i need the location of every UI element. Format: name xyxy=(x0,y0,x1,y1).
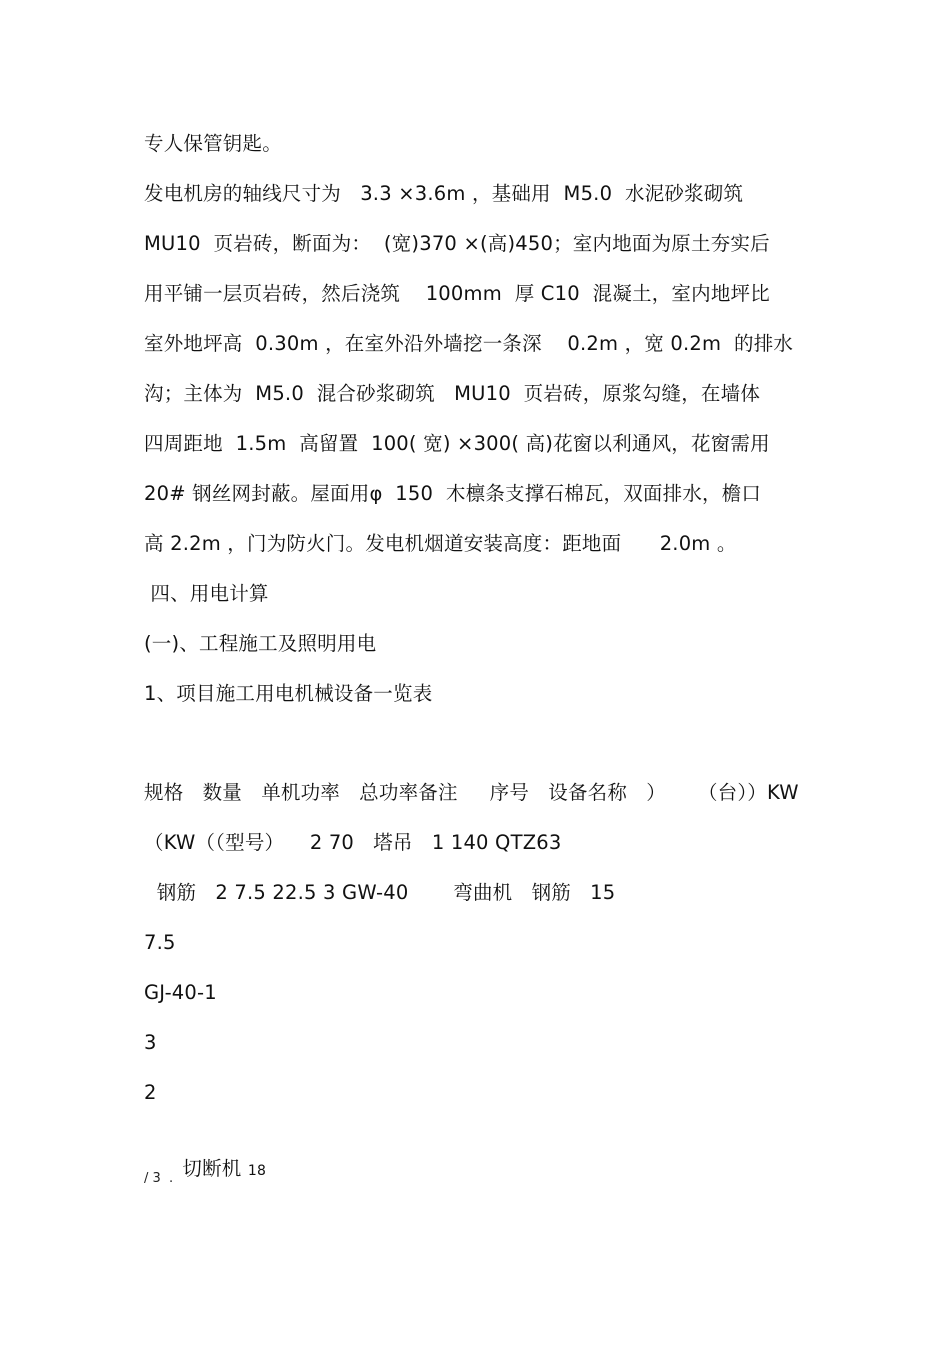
text-line-6: 沟；主体为 M5.0 混合砂浆砌筑 MU10 页岩砖，原浆勾缝，在墙体 xyxy=(144,382,761,405)
text-line-5: 室外地坪高 0.30m ，在室外沿外墙挖一条深 0.2m ，宽 0.2m 的排水 xyxy=(144,332,794,355)
text-line-3: MU10 页岩砖，断面为： (宽)370 ×(高)450；室内地面为原土夯实后 xyxy=(144,232,770,255)
table-text-line-7: 2 xyxy=(144,1081,157,1104)
table-text-line-4: 7.5 xyxy=(144,931,176,954)
table-text-line-6: 3 xyxy=(144,1031,157,1054)
text-line-2: 发电机房的轴线尺寸为 3.3 ×3.6m ，基础用 M5.0 水泥砂浆砌筑 xyxy=(144,182,744,205)
table-text-line-3: 钢筋 2 7.5 22.5 3 GW-40 弯曲机 钢筋 15 xyxy=(144,881,616,904)
table-text-line-8-main: 切断机 xyxy=(169,1157,248,1180)
text-line-1: 专人保管钥匙。 xyxy=(144,132,282,155)
table-title: 1、项目施工用电机械设备一览表 xyxy=(144,682,433,705)
page-footer: / 3 . xyxy=(144,1171,174,1186)
text-line-9: 高 2.2m ，门为防火门。发电机烟道安装高度：距地面 2.0m 。 xyxy=(144,532,737,555)
table-text-line-1: 规格 数量 单机功率 总功率备注 序号 设备名称 ） （台））KW xyxy=(144,781,799,804)
table-text-line-2: （KW（（型号） 2 70 塔吊 1 140 QTZ63 xyxy=(144,831,562,854)
subsection-heading: (一)、工程施工及照明用电 xyxy=(144,632,377,655)
section-heading: 四、用电计算 xyxy=(144,582,269,605)
text-line-7: 四周距地 1.5m 高留置 100( 宽) ×300( 高)花窗以利通风，花窗需用 xyxy=(144,432,770,455)
text-line-8: 20# 钢丝网封蔽。屋面用φ 150 木檩条支撑石棉瓦，双面排水，檐口 xyxy=(144,482,762,505)
table-text-line-5: GJ-40-1 xyxy=(144,981,217,1004)
text-line-4: 用平铺一层页岩砖，然后浇筑 100mm 厚 C10 混凝土，室内地坪比 xyxy=(144,282,770,305)
table-text-line-8-suffix: 18 xyxy=(247,1163,267,1179)
